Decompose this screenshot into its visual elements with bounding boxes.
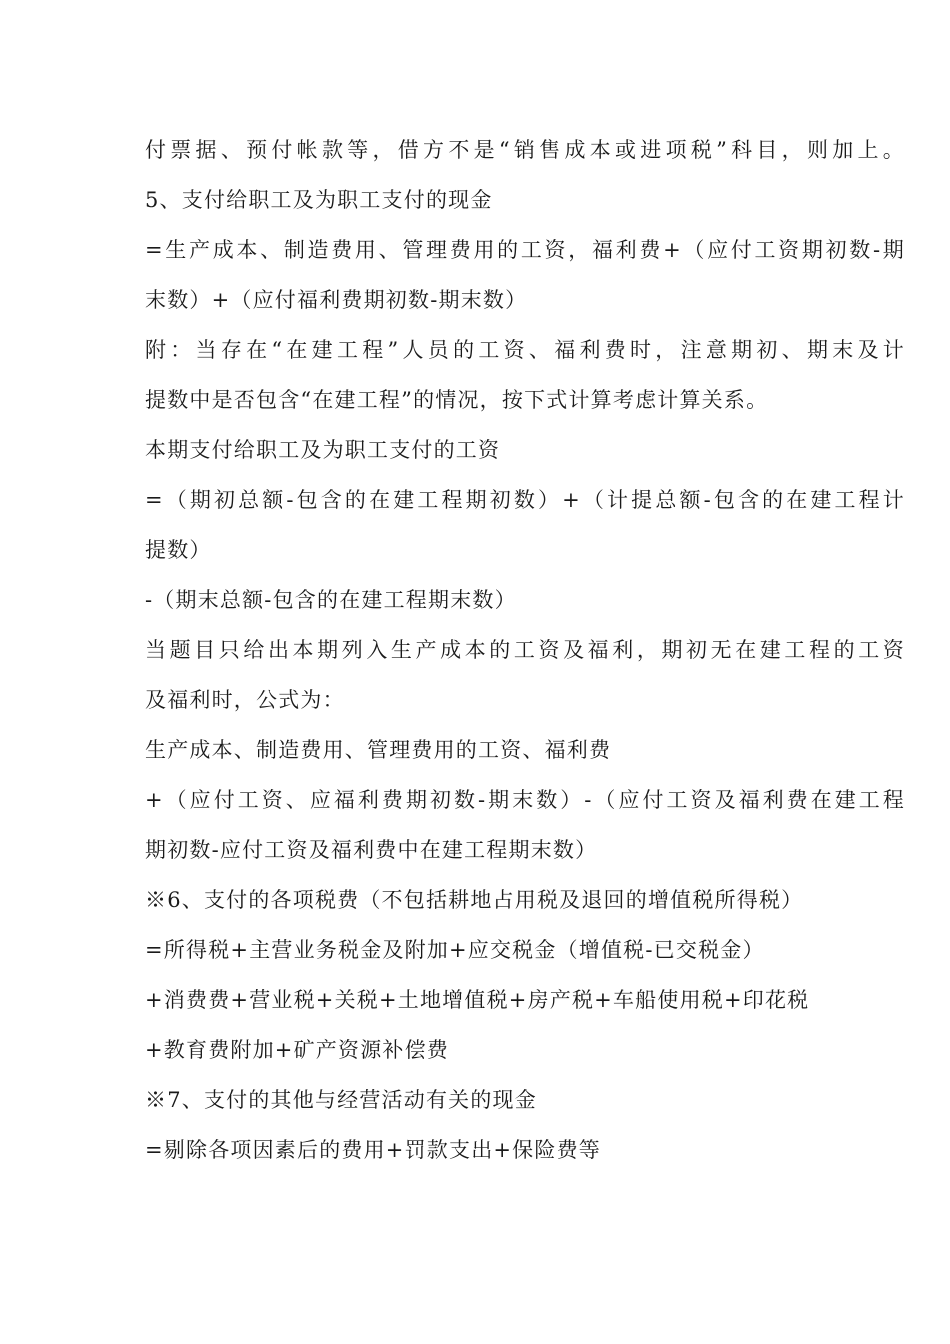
- formula-line: 期初数-应付工资及福利费中在建工程期末数）: [145, 838, 598, 862]
- text-line: 当题目只给出本期列入生产成本的工资及福利，期初无在建工程的工资: [145, 638, 905, 662]
- formula-line: =所得税+主营业务税金及附加+应交税金（增值税-已交税金）: [145, 938, 765, 962]
- formula-line: +（应付工资、应福利费期初数-期末数）-（应付工资及福利费在建工程: [145, 788, 905, 812]
- formula-line: 提数）: [145, 538, 212, 562]
- formula-line: =生产成本、制造费用、管理费用的工资，福利费+（应付工资期初数-期: [145, 238, 905, 262]
- note-line: 提数中是否包含“在建工程”的情况，按下式计算考虑计算关系。: [145, 388, 769, 412]
- text-line: 本期支付给职工及为职工支付的工资: [145, 438, 501, 462]
- formula-line: -（期末总额-包含的在建工程期末数）: [145, 588, 517, 612]
- formula-line: +消费费+营业税+关税+土地增值税+房产税+车船使用税+印花税: [145, 988, 810, 1012]
- formula-line: +教育费附加+矿产资源补偿费: [145, 1038, 449, 1062]
- text-line: 及福利时，公式为：: [145, 688, 345, 712]
- section-heading: ※6、支付的各项税费（不包括耕地占用税及退回的增值税所得税）: [145, 888, 804, 912]
- formula-line: 生产成本、制造费用、管理费用的工资、福利费: [145, 738, 612, 762]
- note-line: 附：当存在“在建工程”人员的工资、福利费时，注意期初、期末及计: [145, 338, 905, 362]
- text-line: 付票据、预付帐款等，借方不是“销售成本或进项税”科目，则加上。: [145, 138, 905, 162]
- section-heading: 5、支付给职工及为职工支付的现金: [145, 188, 493, 212]
- formula-line: =（期初总额-包含的在建工程期初数）+（计提总额-包含的在建工程计: [145, 488, 905, 512]
- formula-line: 末数）+（应付福利费期初数-期末数）: [145, 288, 528, 312]
- formula-line: =剔除各项因素后的费用+罚款支出+保险费等: [145, 1138, 601, 1162]
- section-heading: ※7、支付的其他与经营活动有关的现金: [145, 1088, 537, 1112]
